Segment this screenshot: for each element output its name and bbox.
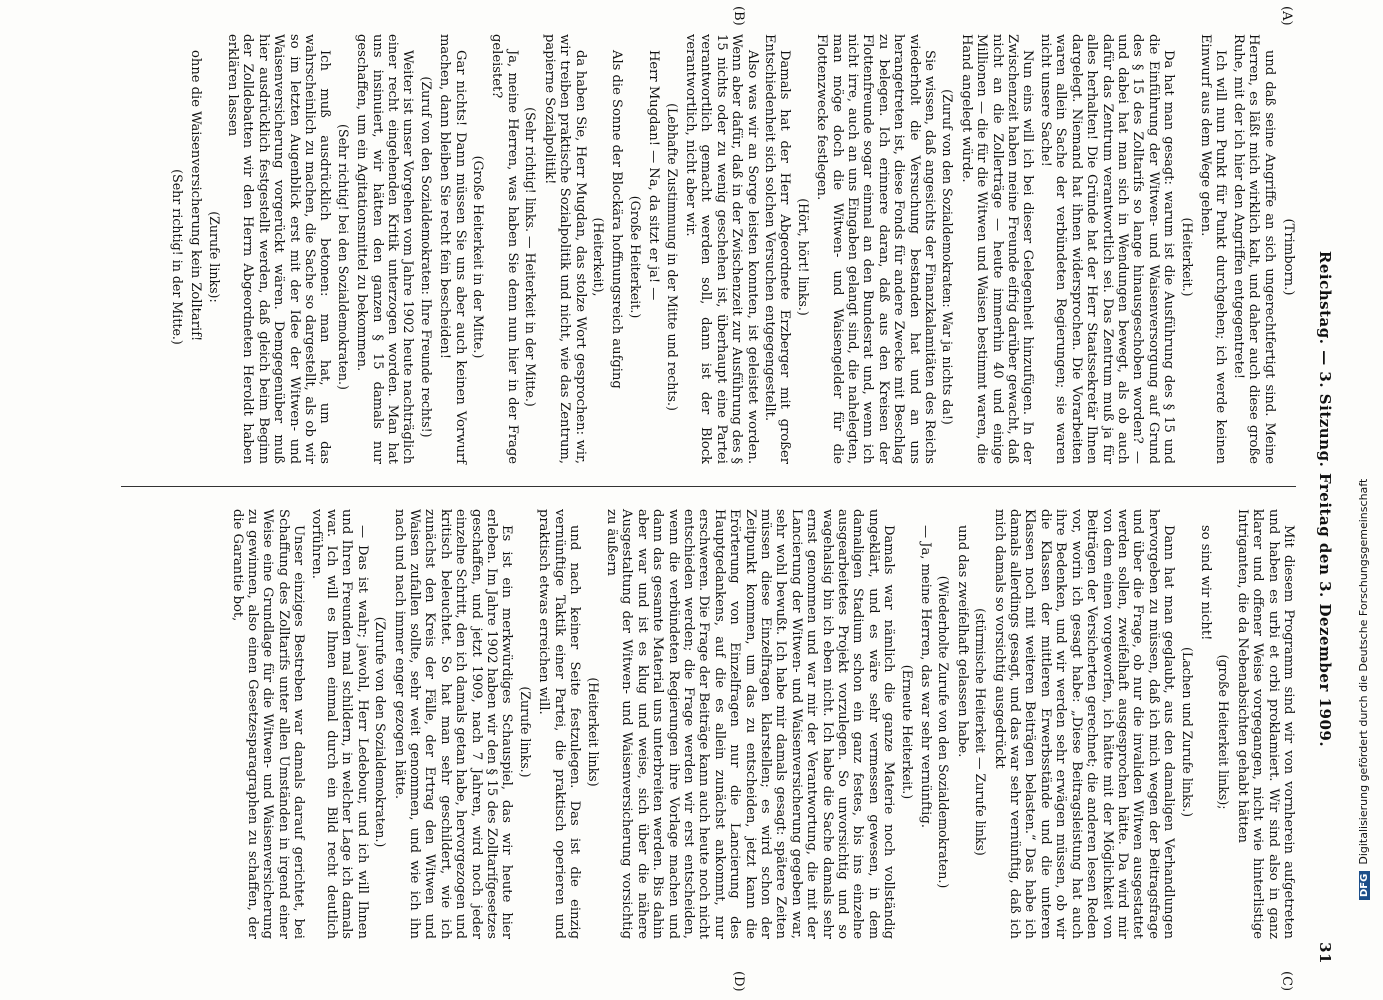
interjection: (Große Heiterkeit in der Mitte.)	[471, 155, 487, 359]
left-text-column	[166, 34, 1296, 464]
column-divider	[121, 486, 1296, 487]
paragraph: Also was wir an Sorge leisten konnten, ist geleistet worden. Wenn aber dafür, daß in der Zwischenzeit zur Ausführung des § 15 nichts oder zu wenig geschehen ist, überhaupt eine Partei verantwortlich gemacht werden soll, dann ist der Block verantwortlich, nicht aber wir.	[682, 34, 760, 464]
interjection: (stürmische Heiterkeit — Zurufe links)	[973, 608, 989, 856]
paragraph: Dann hat man geglaubt, aus den damaligen Verhandlungen hervorgeben zu müssen, daß ich mich wegen der Beitragsfrage und über die Frage, ob nur die invaliden Witwen ausgestattet werden sollen, zweifelhaft ausgesprochen hätte. Da wird mir von dem einen vorgeworfen, ich hätte mit der Möglichkeit von Beiträgen der Versicherten gerechnet; die anderen lesen Reden vor, worin ich gesagt habe: „Diese Beitragsleistung hat auch ihre Bedenken, und wir werden sehr erwägen müssen, ob wir die Klassen der mittleren Erwerbsstände und die unteren Klassen noch mit weiteren Beiträgen belasten.“ Das habe ich damals allerdings gesagt, und das war sehr vernünftig, daß ich mich damals so vorsichtig ausgedrückt	[991, 509, 1177, 939]
interjection: (Zuruf von den Sozialdemokraten: War ja nichts da!)	[940, 89, 956, 425]
paragraph: da haben Sie, Herr Mugdan, das stolze Wort gesprochen: wir, wir treiben praktische Sozialpolitik und nicht, wie das Zentrum, papierne Sozialpolitik!	[541, 34, 588, 464]
paragraph: Mit diesem Programm sind wir von vornherein aufgetreten und haben es urbi et orbi proklamiert. Wir sind also in ganz klarer und offener Weise vorgegangen, nicht wie hinterlistige Intriganten, die da Nebenabsichten gehabt hätten	[1234, 509, 1296, 939]
paragraph: und das zweifelhaft gelassen habe.	[954, 525, 970, 758]
interjection: (Wiederholte Zurufe von den Sozialdemokraten.)	[936, 575, 952, 889]
margin-marker-d: (D)	[731, 971, 746, 992]
paragraph: Sie wissen, daß angesichts der Finanzkalamitäten des Reichs wiederholt die Versuchung bestanden hat und an uns herangetreten ist, diese Fonds für andere Zwecke mit Beschlag zu belegen. Ich erinnere daran, daß aus den Kreisen der Flottenfreunde sogar einmal an den Bundesrat und, wenn ich nicht irre, auch an uns Eingaben gelangt sind, die nahelegten, man möge doch die Witwen- und Waisengelder für die Flottenzwecke festlegen.	[814, 34, 938, 464]
speaker-name: (Trimborn.)	[1281, 218, 1296, 296]
paragraph: und daß seine Angriffe an sich ungerechtfertigt sind. Meine Herren, es läßt mich wirklich kalt, und daher auch diese große Ruhe, mit der ich hier den Angriffen entgegentrete!	[1230, 34, 1277, 464]
interjection: (Zurufe links.)	[517, 686, 533, 778]
page-number: 31	[1316, 942, 1334, 964]
interjection: (große Heiterkeit links);	[1216, 654, 1232, 810]
interjection: (Heiterkeit.)	[1179, 217, 1195, 297]
running-head	[1310, 34, 1336, 964]
digitization-credit	[1357, 300, 1373, 900]
rotated-page-content	[36, 6, 1336, 992]
interjection: (Zurufe von den Sozialdemokraten.)	[373, 616, 389, 848]
margin-marker-b: (B)	[731, 6, 746, 26]
paragraph: und nach keiner Seite festzulegen. Das ist die einzig vernünftige Taktik einer Partei, die praktisch operieren und praktisch etwas erreichen will.	[536, 509, 583, 939]
paragraph: — Das ist wahr; jawohl, Herr Ledebour, und ich will Ihnen und Ihren Freunden mal schildern, in welcher Lage ich damals war. Ich will es Ihnen einmal durch ein Bild recht deutlich vorführen.	[308, 509, 370, 939]
paragraph: Herr Mugdan! — Na, da sitzt er ja! —	[646, 50, 662, 301]
interjection: (Sehr richtig! links. — Heiterkeit in der Mitte.)	[523, 107, 539, 407]
dfg-logo: DFG	[1359, 871, 1370, 900]
paragraph: Damals war nämlich die ganze Materie noch vollständig ungeklärt, und es wäre sehr vermessen gewesen, in dem damaligen Stadium schon ein ganz festes, bis ins einzelne ausgearbeitetes Projekt vorzulegen. So unvorsichtig und so wagehalsig bin ich eben nicht. Ich habe die Sache damals sehr ernst genommen und war mir der Verantwortung, die mit der Lancierung der Witwen- und Waisenversicherung gegeben war, sehr wohl bewußt. Ich habe mir damals gesagt: spätere Zeiten müssen diese Einzelfragen klarstellen; es wird schon der Zeitpunkt kommen, um das zu entscheiden, jetzt kann die Erörterung von Einzelfragen nur die Lancierung des Hauptgedankens, auf die es allein zunächst ankommt, nur erschweren. Die Frage der Beiträge kann auch heute noch nicht entschieden werden; die Frage werden wir erst entscheiden, wenn die verbündeten Regierungen ihre Vorlage machen und dann das gesamte Material uns unterbreiten werden. Bis dahin aber war und ist es klug und weise, sich über die nähere Ausgestaltung der Witwen- und Waisenversicherung vorsichtig zu äußern	[603, 509, 897, 939]
interjection: (Sehr richtig! in der Mitte.)	[169, 169, 185, 345]
interjection: (Sehr richtig! bei den Sozialdemokraten.)	[335, 124, 351, 390]
paragraph: Unser einziges Bestreben war damals darauf gerichtet, bei Schaffung des Zolltarifs unter allen Umständen in irgend einer Weise eine Grundlage für die Witwen- und Waisenversicherung zu gewinnen, also einen Gesetzesparagraphen zu schaffen, der die Garantie bot,	[229, 509, 307, 939]
paragraph: Damals hat der Herr Abgeordnete Erzberger mit großer Entschiedenheit sich solchen Versuchen entgegengestellt.	[762, 34, 793, 464]
interjection: (Hört, hört! links.)	[795, 198, 811, 316]
interjection: (Heiterkeit),	[590, 217, 606, 297]
paragraph: Ich will nun Punkt für Punkt durchgehen; ich werde keinen Einwurf aus dem Wege gehen.	[1197, 34, 1229, 464]
interjection: (Zuruf von den Sozialdemokraten: Ihre Freunde rechts!)	[418, 76, 434, 438]
paragraph: Da hat man gesagt: warum ist die Ausführung des § 15 und die Einführung der Witwen- und Waisenversorgung auf Grund des § 15 des Zolltarifs so lange hinausgeschoben worden? — und dabei hat man sich in Wendungen bewegt, als ob auch dafür das Zentrum verantwortlich sei. Das Zentrum muß ja für alles herhalten! Die Gründe hat der Herr Staatssekretär Ihnen dargelegt. Niemand hat ihnen widersprochen. Die Vorarbeiten waren allein Sache der verbündeten Regierungen; sie waren nicht unsere Sache!	[1037, 34, 1177, 464]
right-text-column	[227, 509, 1296, 939]
paragraph: Weiter ist unser Vorgehen vom Jahre 1902 heute nachträglich einer recht eingehenden Kritik unterzogen worden. Man hat uns insinuiert, wir hätten den ganzen § 15 damals nur geschaffen, um ein Agitationsmittel zu bekommen.	[354, 34, 416, 464]
interjection: (Große Heiterkeit.)	[627, 195, 643, 319]
margin-marker-a: (A)	[1279, 6, 1294, 26]
paragraph: Es ist ein merkwürdiges Schauspiel, das wir heute hier erleben. Im Jahre 1902 haben wir den § 15 des Zolltarifgesetzes geschaffen, und jetzt 1909, nach 7 Jahren, wird noch jeder einzelne Schritt, den ich damals getan habe, hervorgezogen und kritisch beleuchtet. So hat man sehr geschildert, wie ich zunächst den Kreis der Fälle, der Ertrag den Witwen und Waisen zufallen sollte, sehr weit genommen, und wie ich ihn nach und nach immer enger gezogen hätte.	[391, 509, 515, 939]
interjection: (Erneute Heiterkeit.)	[899, 664, 915, 800]
paragraph: — Ja, meine Herren, das war sehr vernünftig.	[918, 525, 934, 828]
interjection: (Lebhafte Zustimmung in der Mitte und rechts.)	[664, 103, 680, 411]
credit-text: Digitalisierung gefördert durch die Deutsche Forschungsgemeinschaft	[1357, 478, 1370, 865]
interjection: (Zurufe links):	[206, 211, 222, 303]
paragraph: Ich muß ausdrücklich betonen: man hat, um das wahrscheinlich zu machen, die Sache so dargestellt, als ob wir so im letzten Augenblick erst mit der Idee der Witwen- und Waisenversicherung vorgerückt wären. Demgegenüber muß hier ausdrücklich festgestellt werden, daß gleich beim Beginn der Zolldebatten wir den Herrn Abgeordneten Heroldt haben erklären lassen	[225, 34, 333, 464]
running-head-title: Reichstag. — 3. Sitzung. Freitag den 3. Dezember 1909.	[1316, 250, 1334, 748]
paragraph: ohne die Waisenversicherung kein Zolltarif!	[188, 50, 204, 342]
paragraph: Nun eins will ich bei dieser Gelegenheit hinzufügen. In der Zwischenzeit haben meine Freunde eifrig darüber gewacht, daß nicht an die Zollerträge — heute immerhin 40 und einige Millionen — die für die Witwen und Waisen bestimmt waren, die Hand angelegt würde.	[958, 34, 1036, 464]
paragraph: so sind wir nicht!	[1197, 525, 1213, 641]
paragraph: Ja, meine Herren, was haben Sie denn nun hier in der Frage geleistet?	[489, 34, 520, 464]
paragraph: Gar nichts! Dann müssen Sie uns aber auch keinen Vorwurf machen, dann bleiben Sie recht fein bescheiden!	[437, 34, 468, 464]
interjection: (Lachen und Zurufe links.)	[1179, 646, 1195, 818]
margin-marker-c: (C)	[1279, 971, 1294, 992]
interjection: (Heiterkeit links)	[585, 677, 601, 787]
paragraph: Als die Sonne der Blockära hoffnungsreich aufging	[609, 50, 625, 389]
